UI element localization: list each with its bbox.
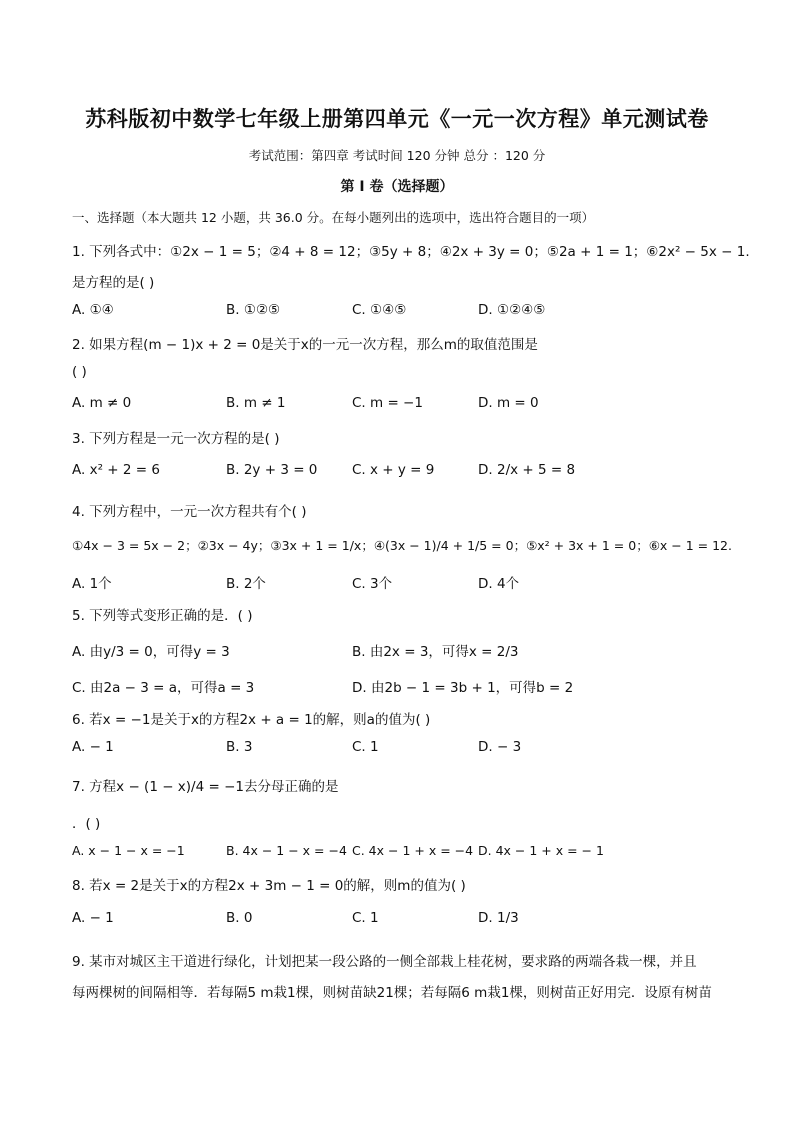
q8-stem: 8. 若x = 2是关于x的方程2x + 3m − 1 = 0的解，则m的值为( ) — [72, 878, 466, 894]
q7-option-a: A. x − 1 − x = −1 — [72, 843, 185, 858]
q2-stem-cont: ( ) — [72, 364, 87, 380]
q7-option-d: D. 4x − 1 + x = − 1 — [478, 843, 604, 858]
q3-option-c: C. x + y = 9 — [352, 462, 435, 478]
q8-option-a: A. − 1 — [72, 910, 114, 926]
q2-option-a: A. m ≠ 0 — [72, 395, 132, 411]
exam-info: 考试范围：第四章 考试时间 120 分钟 总分 ：120 分 — [248, 148, 546, 163]
q5-option-c: C. 由2a − 3 = a，可得a = 3 — [72, 680, 255, 696]
exam-title: 苏科版初中数学七年级上册第四单元《一元一次方程》单元测试卷 — [85, 107, 709, 131]
q3-option-a: A. x² + 2 = 6 — [72, 462, 160, 478]
q4-equations: ①4x − 3 = 5x − 2；②3x − 4y；③3x + 1 = 1/x；④(3x − 1)/4 + 1/5 = 0；⑤x² + 3x + 1 = 0；⑥x − 1 = 12. — [72, 538, 732, 553]
q2-option-b: B. m ≠ 1 — [226, 395, 286, 411]
q5-option-d: D. 由2b − 1 = 3b + 1，可得b = 2 — [352, 680, 574, 696]
q5-stem: 5. 下列等式变形正确的是．( ) — [72, 608, 253, 624]
q2-option-c: C. m = −1 — [352, 395, 423, 411]
q7-stem: 7. 方程x − (1 − x)/4 = −1去分母正确的是 — [72, 779, 339, 795]
q8-option-b: B. 0 — [226, 910, 253, 926]
q7-option-c: C. 4x − 1 + x = −4 — [352, 843, 474, 858]
q4-option-c: C. 3个 — [352, 576, 393, 592]
q1-option-b: B. ①②⑤ — [226, 302, 281, 318]
q1-option-c: C. ①④⑤ — [352, 302, 407, 318]
q7-option-b: B. 4x − 1 − x = −4 — [226, 843, 347, 858]
q4-stem: 4. 下列方程中，一元一次方程共有个( ) — [72, 504, 307, 520]
q6-stem: 6. 若x = −1是关于x的方程2x + a = 1的解，则a的值为( ) — [72, 712, 431, 728]
volume-heading: 第 I 卷（选择题） — [340, 179, 454, 195]
q7-stem-cont: ．( ) — [72, 816, 101, 832]
q8-option-c: C. 1 — [352, 910, 379, 926]
q1-stem-cont: 是方程的是( ) — [72, 275, 155, 291]
q9-line-2: 每两棵树的间隔相等．若每隔5 m栽1棵，则树苗缺21棵；若每隔6 m栽1棵，则树苗正好用完．设原有树苗 — [72, 985, 712, 1001]
q6-option-c: C. 1 — [352, 739, 379, 755]
q5-option-b: B. 由2x = 3，可得x = 2/3 — [352, 644, 519, 660]
q6-option-a: A. − 1 — [72, 739, 114, 755]
q4-option-a: A. 1个 — [72, 576, 112, 592]
q4-option-d: D. 4个 — [478, 576, 520, 592]
q6-option-d: D. − 3 — [478, 739, 522, 755]
q6-option-b: B. 3 — [226, 739, 253, 755]
q5-option-a: A. 由y/3 = 0，可得y = 3 — [72, 644, 230, 660]
q3-option-b: B. 2y + 3 = 0 — [226, 462, 318, 478]
q1-option-d: D. ①②④⑤ — [478, 302, 546, 318]
section-heading: 一、选择题（本大题共 12 小题，共 36.0 分。在每小题列出的选项中，选出符合题目的一项） — [72, 210, 595, 225]
q9-line-1: 9. 某市对城区主干道进行绿化，计划把某一段公路的一侧全部栽上桂花树，要求路的两端各栽一棵，并且 — [72, 954, 697, 970]
q8-option-d: D. 1/3 — [478, 910, 519, 926]
q2-option-d: D. m = 0 — [478, 395, 539, 411]
q4-option-b: B. 2个 — [226, 576, 266, 592]
q1-option-a: A. ①④ — [72, 302, 114, 318]
q2-stem: 2. 如果方程(m − 1)x + 2 = 0是关于x的一元一次方程，那么m的取值范围是 — [72, 337, 538, 353]
q3-option-d: D. 2/x + 5 = 8 — [478, 462, 576, 478]
q3-stem: 3. 下列方程是一元一次方程的是( ) — [72, 431, 280, 447]
q1-stem: 1. 下列各式中：①2x − 1 = 5；②4 + 8 = 12；③5y + 8；④2x + 3y = 0；⑤2a + 1 = 1；⑥2x² − 5x − 1. — [72, 244, 750, 260]
